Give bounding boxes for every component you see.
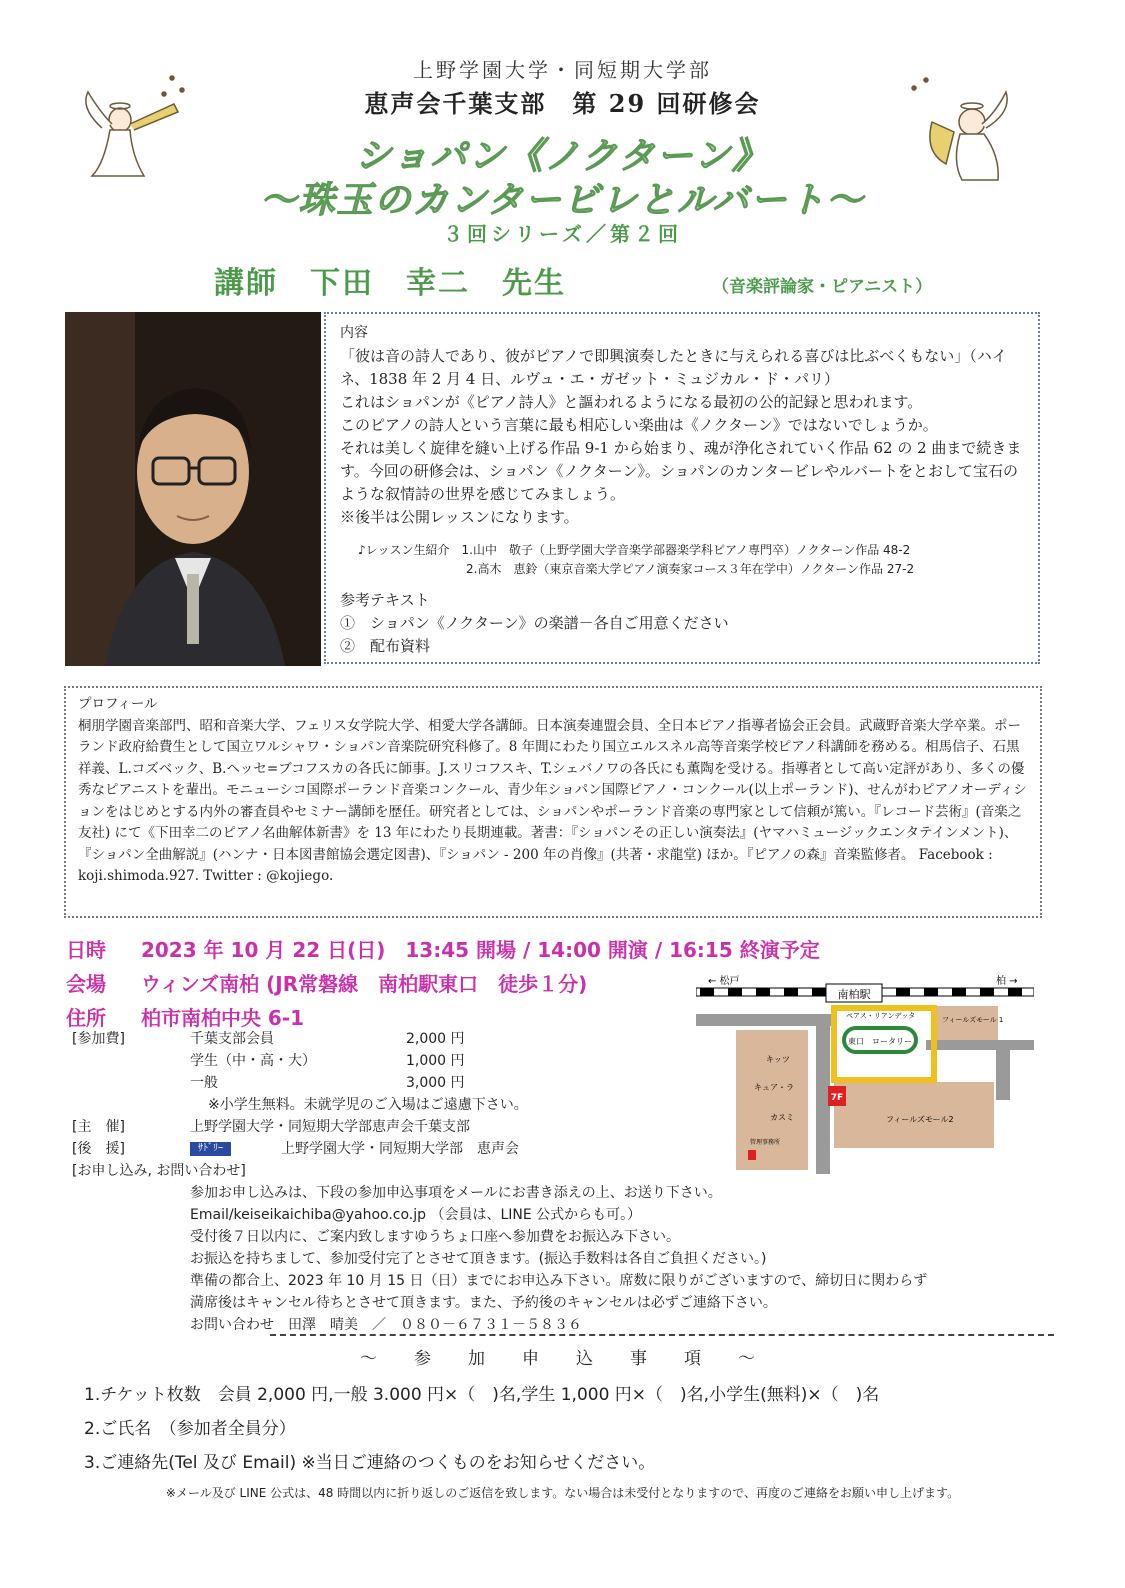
lecturer-name: 講師 下田 幸二 先生	[214, 266, 566, 301]
fee-row-3	[72, 1072, 1052, 1094]
map-office: 管理事務所	[750, 1139, 781, 1146]
event-name: 恵声会千葉支部 第 29 回研修会	[364, 89, 761, 118]
title-line-1: ショパン《ノクターン》	[355, 136, 770, 177]
fee-name-1: 千葉支部会員	[190, 1031, 274, 1047]
address-label: 住所	[66, 1006, 106, 1030]
map-cure: キュア・ラ	[754, 1083, 794, 1092]
organization-line-1: 上野学園大学・同短期大学部	[413, 58, 712, 82]
fee-row-2	[72, 1050, 1052, 1072]
map-floor-marker: 7F	[830, 1093, 844, 1103]
lecturer-role: （音楽評論家・ピアニスト）	[712, 277, 933, 297]
support-label: [後 援]	[72, 1141, 125, 1157]
content-paragraph-5: ※後半は公開レッスンになります。	[340, 508, 579, 526]
content-paragraph-2: これはショパンが《ピアノ詩人》と謳われるようになる最初の公的記録と思われます。	[340, 393, 923, 411]
application-footnote: ※メール及び LINE 公式は、48 時間以内に折り返しのご返信を致します。ない場合は未受付となりますので、再度のご連絡をお願い申し上げます。	[165, 1486, 960, 1500]
organizer-label: [主 催]	[72, 1119, 125, 1135]
application-item-3: 3.ご連絡先(Tel 及び Email) ※当日ご連絡のつくものをお知らせください。	[84, 1453, 656, 1473]
organizer-value: 上野学園大学・同短期大学部恵声会千葉支部	[190, 1119, 470, 1135]
lesson-student-1: ♪レッスン生紹介 1.山中 敬子（上野学園大学音楽学部器楽学科ピアノ専門卒）ノクターン作品 48-2	[358, 543, 911, 557]
map-station: 南柏駅	[837, 988, 871, 1001]
venue-value: ウィンズ南柏 (JR常磐線 南柏駅東口 徒歩１分)	[140, 972, 588, 996]
fee-price-3: 3,000 円	[406, 1075, 465, 1091]
map-rotary: 東口 ロータリー	[848, 1037, 912, 1046]
application-item-2: 2.ご氏名 （参加者全員分）	[84, 1419, 296, 1439]
profile-text: 桐朋学園音楽部門、昭和音楽大学、フェリス女学院大学、相愛大学各講師。日本演奏連盟会員、全日本ピアノ指導者協会正会員。武蔵野音楽大学卒業。ポーランド政府給費生として国立ワルシャワ・ショパン音楽院研究科修了。8 年間にわたり国立エルスネル高等音楽学校ピアノ科講師を務める。相馬信子、石黒祥義、L.コズベック、B.ヘッセ=ブコフスカの各氏に師事。J.スリコフスキ、T.シェバノワの各氏にも薫陶を受ける。指導者として高い定評があり、多くの優秀なピアニストを輩出。モニューシコ国際ポーランド音楽コンクール、青少年ショパン国際ピアノ・コンクール(以上ポーランド)、せんがわピアノオーディションをはじめとする内外の審査員やセミナー講師を歴任。研究者としては、ショパンやポーランド音楽の専門家として信頼が篤い。『レコード芸術』(音楽之友社) にて《下田幸二のピアノ名曲解体新書》を 13 年にわたり長期連載。著書：『ショパンその正しい演奏法』(ヤマハミュージックエンタテインメント)、『ショパン全曲解説』(ハンナ・日本図書館協会選定図書)、『ショパン - 200 年の肖像』(共著・求龍堂) ほか。『ピアノの森』音楽監修者。 Facebook : koji.shimoda.927. Twitter : @kojiego.	[78, 717, 1027, 884]
inquiry-label: [お申し込み, お問い合わせ]	[72, 1163, 246, 1179]
support-row	[72, 1138, 1052, 1160]
divider	[270, 1334, 1054, 1336]
venue-line	[66, 968, 587, 997]
content-paragraph-1: 「彼は音の詩人であり、彼がピアノで即興演奏したときに与えられる喜びは比ぶべくもない」（ハイネ、1838 年 2 月 4 日、ルヴュ・エ・ガゼット・ミュジカル・ド・パリ）	[340, 347, 1007, 388]
inquiry-contact: お問い合わせ 田澤 晴美 ／ ０８０－６７３１－５８３６	[190, 1317, 582, 1333]
lecturer-photo	[65, 312, 321, 666]
application-item-1: 1.チケット枚数 会員 2,000 円,一般 3.000 円×（ )名,学生 1,000 円×（ )名,小学生(無料)×（ )名	[84, 1385, 880, 1405]
map-direction-left: ← 松戸	[708, 976, 740, 987]
inquiry-lines	[72, 1182, 1052, 1336]
inquiry-line-1: 参加お申し込みは、下段の参加申込事項をメールにお書き添えの上、お送り下さい。	[190, 1185, 722, 1201]
map-direction-right: 柏 →	[996, 976, 1018, 987]
reference-heading: 参考テキスト	[340, 591, 430, 609]
date-label: 日時	[66, 938, 106, 962]
title-line-2: ～珠玉のカンタービレとルバート～	[260, 180, 865, 221]
inquiry-line-5: 準備の都合上、2023 年 10 月 15 日（日）までにお申込み下さい。席数に限りがございますので、締切日に関わらず	[190, 1273, 928, 1289]
fee-price-1: 2,000 円	[406, 1031, 465, 1047]
date-line	[66, 934, 820, 963]
portrait-illustration	[65, 312, 321, 666]
map-mall-1: フィールズモール 1	[942, 1016, 1004, 1024]
address-line	[66, 1002, 304, 1031]
map-kasumi: カスミ	[770, 1113, 794, 1122]
fee-price-2: 1,000 円	[406, 1053, 465, 1069]
reference-item-1: ① ショパン《ノクターン》の楽譜－各自ご用意ください	[340, 614, 729, 632]
content-paragraph-4: それは美しく旋律を縫い上げる作品 9-1 から始まり、魂が浄化されていく作品 62 の 2 曲まで続きます。今回の研修会は、ショパン《ノクターン》。ショパンのカンタービレやルバートをとおして宝石のような叙情詩の世界を感じてみましょう。	[340, 439, 1022, 503]
lesson-student-2: 2.高木 恵鈴（東京音楽大学ピアノ演奏家コース３年在学中）ノクターン作品 27-2	[358, 562, 915, 576]
fee-row-1	[72, 1028, 1052, 1050]
fee-label: [参加費]	[72, 1031, 125, 1047]
map-road-label: ペアス・リアンデッタ	[846, 1012, 916, 1020]
inquiry-line-6: 満席後はキャンセル待ちとさせて頂きます。また、予約後のキャンセルは必ずご連絡下さい。	[190, 1295, 777, 1311]
inquiry-line-4: お振込を持ちまして、参加受付完了とさせて頂きます。(振込手数料は各自ご負担ください。)	[190, 1251, 767, 1267]
content-heading: 内容	[340, 325, 368, 341]
content-section	[324, 312, 1040, 664]
reference-item-2: ② 配布資料	[340, 637, 431, 655]
support-value: 上野学園大学・同短期大学部 恵声会	[281, 1141, 519, 1157]
content-paragraph-3: このピアノの詩人という言葉に最も相応しい楽曲は《ノクターン》ではないでしょうか。	[340, 416, 938, 434]
inquiry-line-3: 受付後７日以内に、ご案内致しますゆうちょ口座へ参加費をお振込み下さい。	[190, 1229, 680, 1245]
event-details	[72, 1028, 1052, 1336]
date-value: 2023 年 10 月 22 日(日) 13:45 開場 / 14:00 開演 / 16:15 終演予定	[140, 938, 820, 962]
inquiry-email[interactable]: Email/keiseikaichiba@yahoo.co.jp （会員は、LINE 公式からも可。）	[190, 1207, 642, 1223]
lesson-students	[358, 541, 1024, 579]
profile-section	[64, 686, 1042, 918]
fee-name-2: 学生（中・高・大）	[190, 1053, 316, 1069]
map-kids: キッツ	[766, 1055, 790, 1064]
support-logo: ｻﾄﾞﾘｰ	[190, 1142, 231, 1156]
series-label: ３回シリーズ／第２回	[443, 222, 682, 246]
profile-heading: プロフィール	[78, 696, 158, 712]
application-title: ～ 参 加 申 込 事 項 ～	[360, 1349, 765, 1369]
venue-label: 会場	[66, 972, 106, 996]
organizer-row	[72, 1116, 1052, 1138]
map-mall-2: フィールズモール2	[886, 1115, 954, 1124]
fee-name-3: 一般	[190, 1075, 218, 1091]
address-value: 柏市南柏中央 6-1	[140, 1006, 305, 1030]
fee-note: ※小学生無料。未就学児のご入場はご遠慮下さい。	[208, 1097, 528, 1113]
